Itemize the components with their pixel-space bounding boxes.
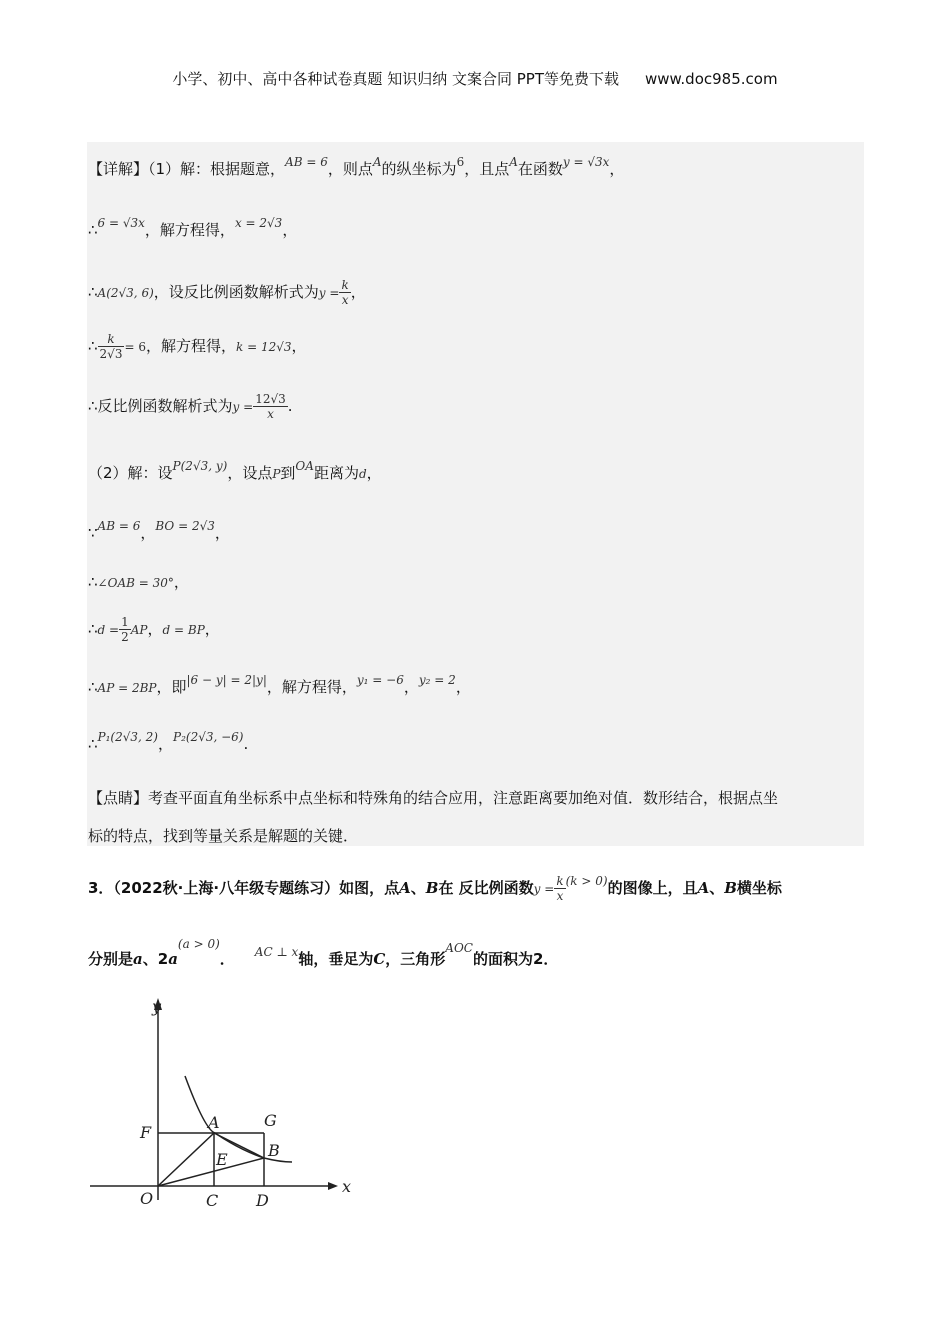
- solution-line-1: 【详解】（1）解：根据题意，$^{AB = 6}$，则点$^A$的纵坐标为$^6$，且点$^A$在函数$^{y = √3x}$，: [88, 155, 625, 178]
- label-C: C: [206, 1191, 219, 1210]
- label-D: D: [256, 1191, 269, 1210]
- solution-line-7: ∵$^{AB = 6}$，$^{BO = 2√3}$，: [88, 519, 230, 542]
- solution-line-8: ∴∠OAB = 30°，: [88, 573, 189, 591]
- page-header: [0, 68, 950, 89]
- label-O: O: [140, 1189, 154, 1208]
- header-text: 小学、初中、高中各种试卷真题 知识归纳 文案合同 PPT等免费下载: [172, 70, 619, 88]
- solution-line-10: ∴AP = 2BP，即$^{|6 - y| = 2|y|}$，解方程得，$^{y_1 = -6}$，$^{y_2 = 2}$，: [88, 673, 471, 696]
- solution-line-9: ∴d = $\frac{1}{2}$ AP，d = BP，: [88, 615, 220, 644]
- label-G: G: [264, 1111, 277, 1130]
- solution-line-2: ∴$^{6 = √3x}$，解方程得，$^{x = 2√3}$，: [88, 216, 298, 239]
- solution-line-13: 标的特点，找到等量关系是解题的关键．: [88, 827, 359, 845]
- label-y: y: [152, 997, 162, 1016]
- solution-line-6: （2）解：设$^{P(2√3, y)}$，设点P到$^{OA}$距离为d，: [88, 459, 382, 482]
- label-E: E: [216, 1150, 228, 1169]
- header-site: www.doc985.com: [644, 70, 778, 88]
- figure-diagram: [80, 990, 380, 1220]
- solution-line-12: 【点睛】考查平面直角坐标系中点坐标和特殊角的结合应用，注意距离要加绝对值．数形结合，根据点坐: [88, 789, 779, 807]
- x-axis-arrow: [328, 1182, 338, 1190]
- label-B: B: [268, 1141, 280, 1160]
- fraction-12sqrt3-over-x: $\frac{12√3}{x}$: [255, 392, 286, 421]
- fraction-k-over-x: $\frac{k}{x}$: [341, 278, 349, 307]
- solution-line-5: ∴反比例函数解析式为y = $\frac{12√3}{x}$ .: [88, 392, 293, 421]
- question-line-2: 分别是a、$2a^{(a > 0)}$． $^{AC \perp x}$轴，垂足为C，三角形$^{AOC}$的面积为2．: [88, 937, 559, 968]
- fraction-k-over-2sqrt3: $\frac{k}{2√3}$: [99, 332, 123, 361]
- solution-line-3: ∴A(2√3, 6)，设反比例函数解析式为y = $\frac{k}{x}$ ，: [88, 278, 366, 307]
- fraction-k-over-x-q: $\frac{k}{x}$: [556, 874, 564, 903]
- label-F: F: [140, 1123, 152, 1142]
- solution-line-4: ∴ $\frac{k}{2√3}$ = 6，解方程得，k = 12√3，: [88, 332, 307, 361]
- label-x: x: [342, 1177, 352, 1196]
- label-A: A: [208, 1113, 220, 1132]
- question-line-1: 3．（2022秋·上海·八年级专题练习）如图，点A、B在 反比例函数y = $\frac{k}{x}$ $^{(k > 0)}$的图像上，且A、B横坐标: [88, 874, 782, 903]
- fraction-one-half: $\frac{1}{2}$: [121, 615, 129, 644]
- solution-line-11: ∴$^{P_1(2√3, 2)}$，$^{P_2(2√3, -6)}$.: [88, 730, 249, 753]
- line-OB: [158, 1158, 264, 1186]
